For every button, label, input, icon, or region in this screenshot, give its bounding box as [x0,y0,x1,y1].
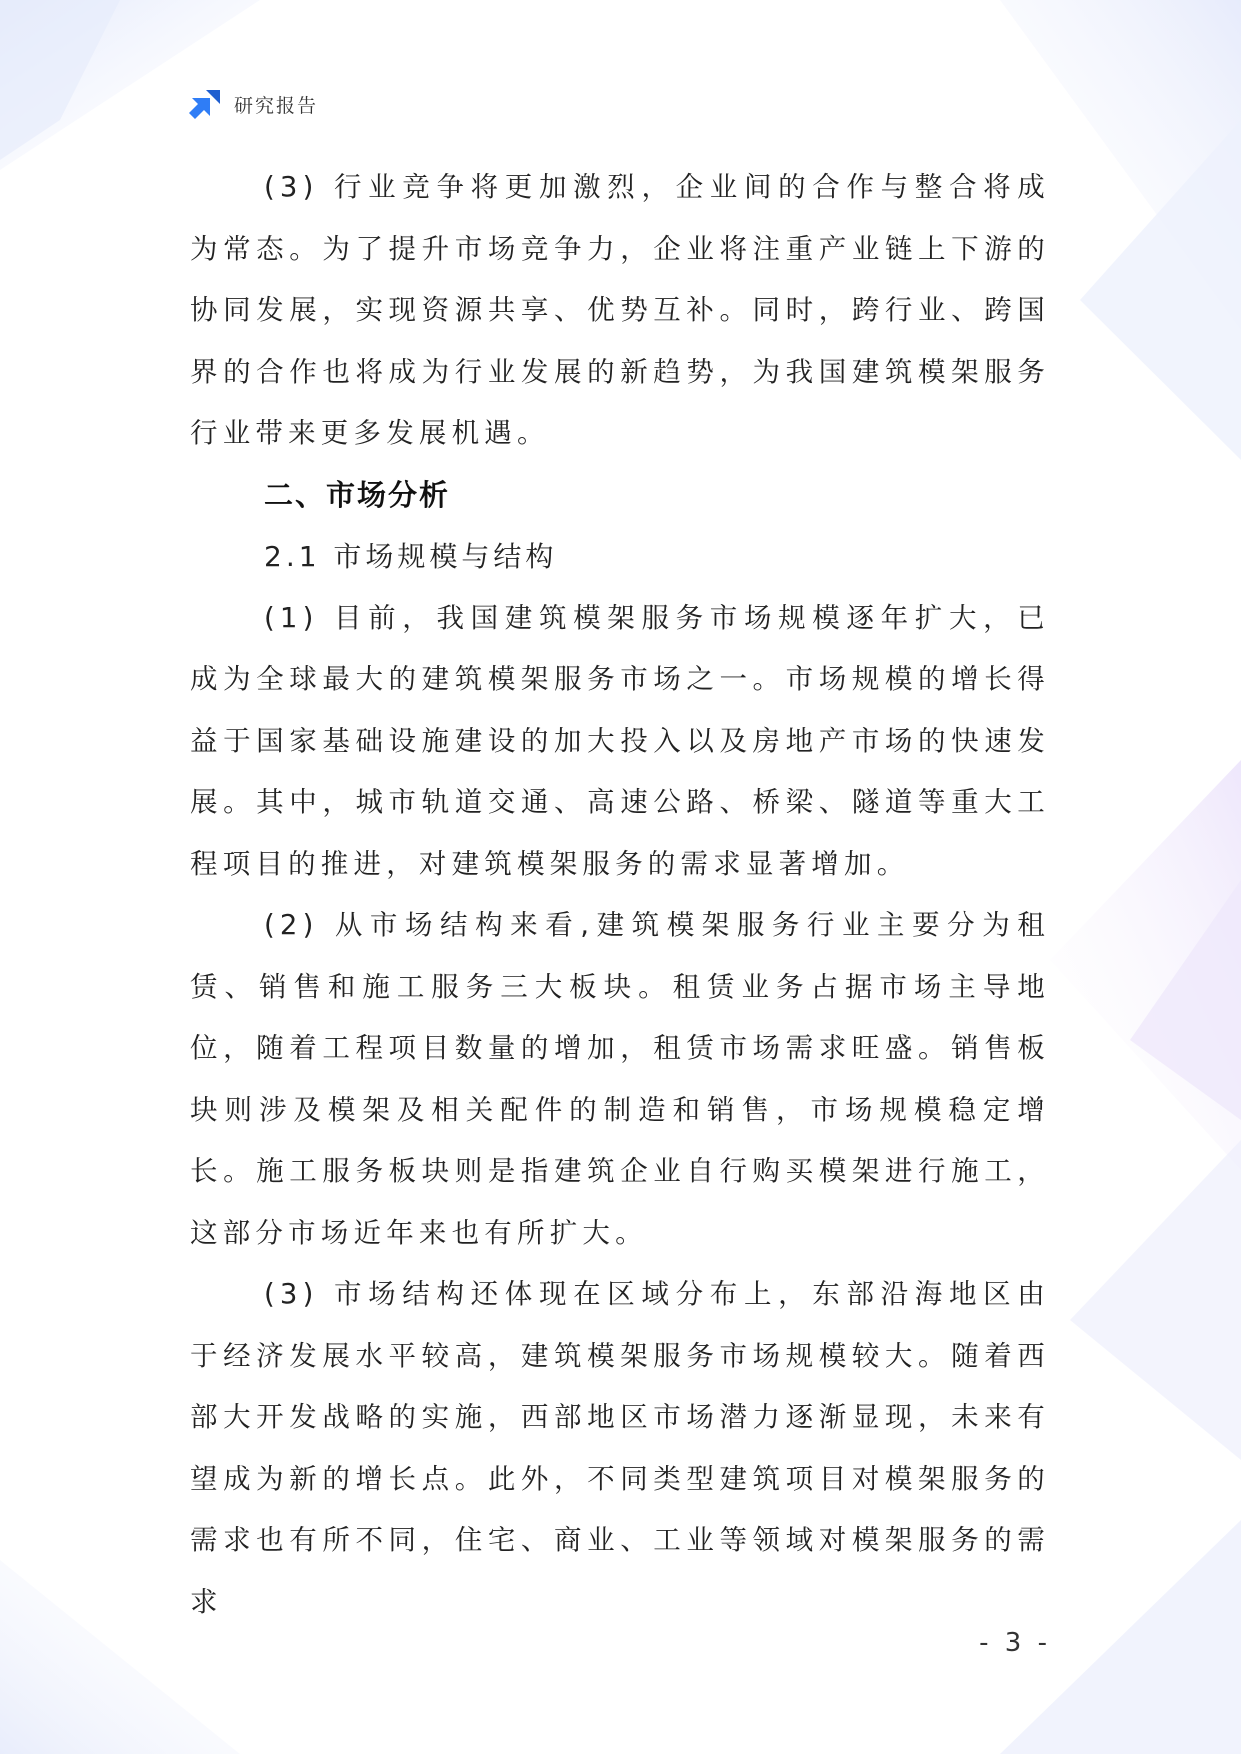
report-header [186,86,318,122]
arrow-up-right-icon [186,86,222,122]
header-title: 研究报告 [234,94,319,117]
section-heading: 二、市场分析 [264,477,451,512]
paragraph: (3) 市场结构还体现在区域分布上，东部沿海地区由于经济发展水平较高，建筑模架服务市场规模较大。随着西部大开发战略的实施，西部地区市场潜力逐渐显现，未来有望成为新的增长点。此外，不同类型建筑项目对模架服务的需求也有所不同，住宅、商业、工业等领域对模架服务的需求 [190,1278,1050,1618]
paragraph: (2) 从市场结构来看,建筑模架服务行业主要分为租赁、销售和施工服务三大板块。租赁业务占据市场主导地位，随着工程项目数量的增加，租赁市场需求旺盛。销售板块则涉及模架及相关配件的制造和销售，市场规模稳定增长。施工服务板块则是指建筑企业自行购买模架进行施工，这部分市场近年来也有所扩大。 [190,909,1050,1249]
subsection-heading: 2.1 市场规模与结构 [264,540,558,573]
paragraph: (1) 目前，我国建筑模架服务市场规模逐年扩大，已成为全球最大的建筑模架服务市场之一。市场规模的增长得益于国家基础设施建设的加大投入以及房地产市场的快速发展。其中，城市轨道交通、高速公路、桥梁、隧道等重大工程项目的推进，对建筑模架服务的需求显著增加。 [190,601,1050,880]
document-body [190,157,1050,1633]
paragraph: (3) 行业竞争将更加激烈，企业间的合作与整合将成为常态。为了提升市场竞争力，企业将注重产业链上下游的协同发展，实现资源共享、优势互补。同时，跨行业、跨国界的合作也将成为行业发展的新趋势，为我国建筑模架服务行业带来更多发展机遇。 [190,171,1050,449]
page-number: - 3 - [979,1628,1051,1658]
